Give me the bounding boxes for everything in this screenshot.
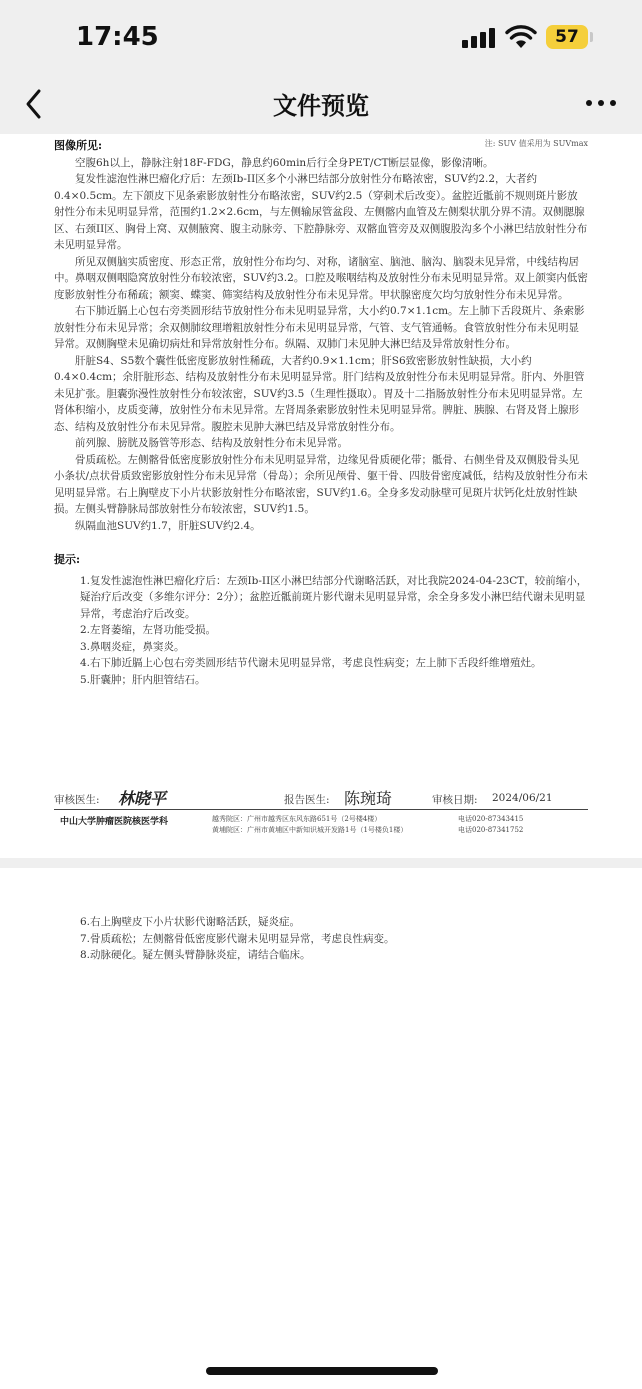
suv-note: 注: SUV 值采用为 SUVmax — [484, 139, 588, 148]
document-page-1[interactable] — [0, 134, 642, 858]
tip-item: 7.骨质疏松；左侧髂骨低密度影代谢未见明显异常，考虑良性病变。 — [80, 932, 395, 945]
findings-paragraph: 所见双侧脑实质密度、形态正常，放射性分布均匀、对称，诸脑室、脑池、脑沟、脑裂未见异常，中线结构居中。鼻咽双侧咽隐窝放射性分布较浓密，SUV约3.2。口腔及喉咽结构及放射性分布未见明显异常。双上颌窦内低密度影放射性分布稀疏；额窦、蝶窦、筛窦结构及放射性分布未见异常。甲状腺密度欠均匀放射性分布未见异常。 — [54, 255, 588, 301]
findings-paragraph: 纵隔血池SUV约1.7，肝脏SUV约2.4。 — [75, 519, 261, 532]
tips-heading: 提示: — [54, 553, 81, 566]
findings-paragraph: 右下肺近膈上心包右旁类圆形结节放射性分布未见明显异常，大小约0.7×1.1cm。左上肺下舌段斑片、条索影放射性分布未见异常；余双侧肺纹理增粗放射性分布未见明显异常，气管、支气管通畅。食管放射性分布未见明显异常。双侧胸壁未见确切病灶和异常放射性分布。纵隔、双肺门未见肿大淋巴结及异常放射性分布。 — [54, 305, 585, 350]
home-indicator[interactable] — [206, 1367, 438, 1375]
battery-indicator: 57 — [546, 25, 588, 49]
page-title: 文件预览 — [273, 92, 369, 120]
reviewer-signature: 林晓平 — [118, 789, 167, 808]
tips-continued — [54, 914, 588, 964]
tip-item: 3.鼻咽炎症，鼻窦炎。 — [80, 640, 185, 653]
date-label: 审核日期: — [432, 794, 478, 806]
reporter-name: 陈琬琦 — [344, 789, 393, 808]
findings-paragraph: 骨质疏松。左侧髂骨低密度影放射性分布未见明显异常，边缘见骨质硬化带；骶骨、右侧坐骨及双侧股骨头见小条状/点状骨质致密影放射性分布未见异常（骨岛）；余所见颅骨、躯干骨、四肢骨密度减低，结构及放射性分布未见明显异常。右上胸壁皮下小片状影放射性分布略浓密，SUV约1.6。全身多发动脉壁可见斑片状钙化灶放射性缺损。左侧头臂静脉局部放射性分布较浓密，SUV约1.5。 — [54, 453, 588, 515]
phone-line: 电话020-87341752 — [458, 826, 524, 834]
tip-item: 1.复发性滤泡性淋巴瘤化疗后：左颈Ib-II区小淋巴结部分代谢略活跃，对比我院2024-04-23CT，较前缩小，疑治疗后改变（多维尔评分：2分）；盆腔近骶前斑片影代谢未见明显异常，余全身多发小淋巴结代谢未见明显异常，考虑治疗后改变。 — [80, 574, 588, 620]
review-date: 2024/06/21 — [492, 792, 553, 804]
wifi-icon — [505, 24, 537, 50]
reviewer-label: 审核医生: — [54, 794, 100, 806]
findings-paragraph: 肝脏S4、S5数个囊性低密度影放射性稀疏，大者约0.9×1.1cm；肝S6致密影放射性缺损，大小约0.4×0.4cm；余肝脏形态、结构及放射性分布未见明显异常。肝门结构及放射性分布未见明显异常。肝内、外胆管未见扩张。胆囊弥漫性放射性分布较浓密，SUV约3.5（生理性摄取）。胃及十二指肠放射性分布未见明显异常。左肾体积缩小，皮质变薄，放射性分布未见异常。左肾周条索影放射性未见明显异常。脾脏、胰腺、右肾及肾上腺形态、结构及放射性分布未见异常。腹腔未见肿大淋巴结及异常放射性分布。 — [54, 354, 585, 433]
findings-section — [54, 138, 588, 688]
reporter-label: 报告医生: — [284, 794, 330, 806]
battery-tip — [590, 32, 593, 42]
tip-item: 6.右上胸壁皮下小片状影代谢略活跃，疑炎症。 — [80, 916, 301, 928]
tip-item: 8.动脉硬化。疑左侧头臂静脉炎症，请结合临床。 — [80, 949, 311, 961]
phone-line: 电话020-87343415 — [458, 815, 524, 823]
hospital-name: 中山大学肿瘤医院核医学科 — [60, 817, 169, 827]
status-time: 17:45 — [76, 22, 159, 52]
tip-item: 2.左肾萎缩，左肾功能受损。 — [80, 624, 217, 636]
findings-heading: 图像所见: — [54, 139, 103, 152]
findings-paragraph: 空腹6h以上，静脉注射18F-FDG，静息约60min后行全身PET/CT断层显像，影像清晰。 — [75, 156, 494, 169]
document-page-2[interactable] — [0, 868, 642, 1389]
signature-row — [54, 786, 588, 810]
tip-item: 5.肝囊肿；肝内胆管结石。 — [80, 673, 206, 686]
cellular-signal-icon — [462, 28, 496, 48]
address-line: 黄埔院区：广州市黄埔区中新知识城开发路1号（1号楼负1楼） — [212, 826, 408, 834]
address-line: 越秀院区：广州市越秀区东风东路651号（2号楼4楼） — [212, 815, 382, 823]
status-bar — [0, 0, 642, 76]
hospital-address — [212, 814, 407, 836]
more-options-icon[interactable] — [586, 100, 616, 108]
findings-paragraph: 前列腺、膀胱及肠管等形态、结构及放射性分布未见异常。 — [75, 437, 348, 449]
hospital-phone — [458, 814, 523, 836]
findings-paragraph: 复发性滤泡性淋巴瘤化疗后：左颈Ib-II区多个小淋巴结部分放射性分布略浓密，SUV约2.2，大者约0.4×0.5cm。左下颌皮下见条索影放射性分布略浓密，SUV约2.5（穿刺术后改变）。盆腔近骶前不规则斑片影放射性分布未见明显异常，范围约1.2×2.6cm，与左侧输尿管盆段、左侧髂内血管及左侧梨状肌分界不清。双侧腮腺区、右颈II区、胸骨上窝、双侧腋窝、腹主动脉旁、下腔静脉旁、双髂血管旁及双侧腹股沟多个小淋巴结放射性分布未见明显异常。 — [54, 173, 588, 251]
footer-divider — [54, 809, 588, 810]
nav-bar — [0, 76, 642, 134]
tip-item: 4.右下肺近膈上心包右旁类圆形结节代谢未见明显异常，考虑良性病变；左上肺下舌段纤维增殖灶。 — [80, 657, 542, 669]
